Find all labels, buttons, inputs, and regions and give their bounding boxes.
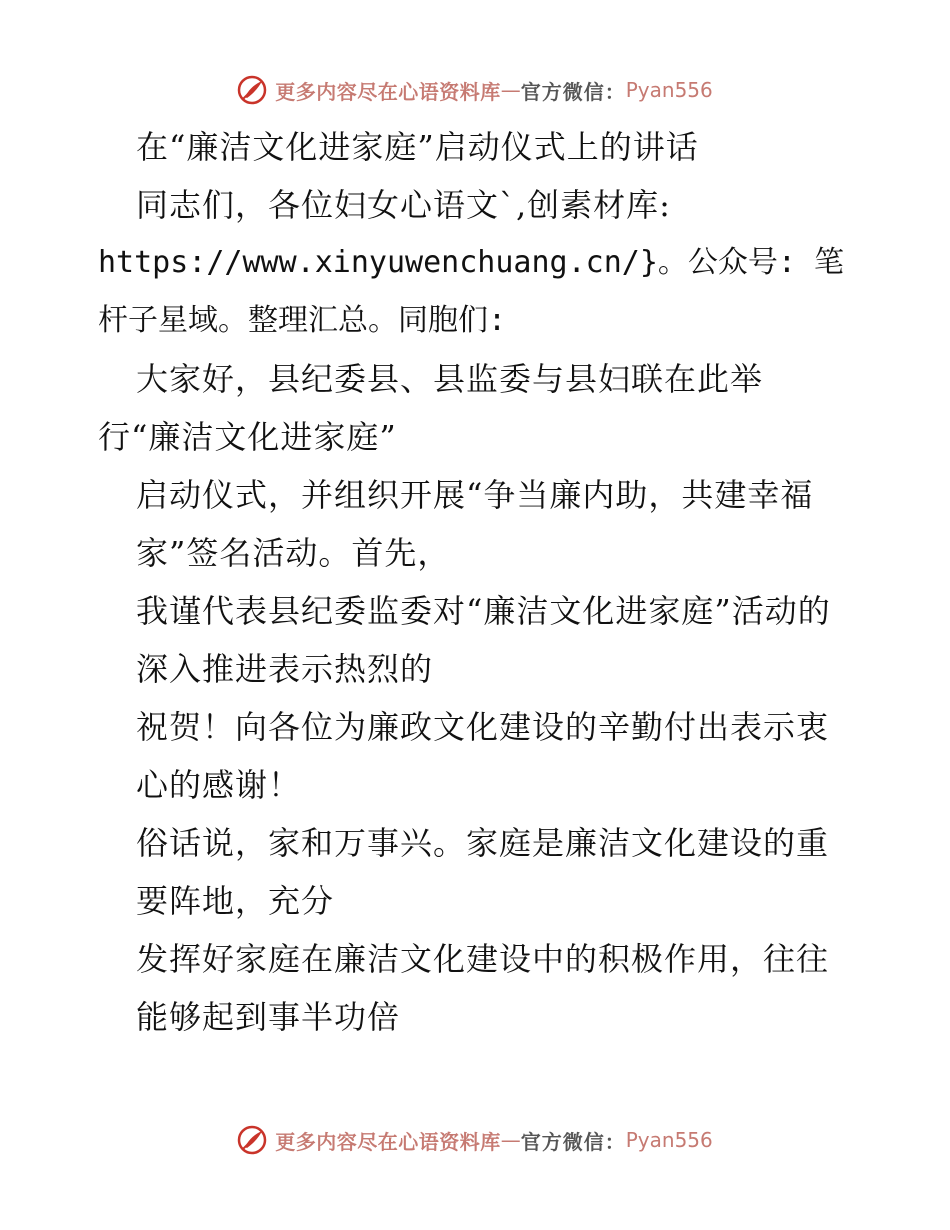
document-title: 在“廉洁文化进家庭”启动仪式上的讲话 [136,128,699,166]
paragraph-line: 我谨代表县纪委监委对“廉洁文化进家庭”活动的深入推进表示热烈的 [136,592,831,688]
document-body [98,118,858,1046]
paragraph-line: 大家好，县纪委县、县监委与县妇联在此举 [136,360,764,398]
paragraph-line: https://www.xinyuwenchuang.cn/}。公众号: 笔杆子星域。整理汇总。同胞们: [98,245,845,338]
paragraph-line: 祝贺！向各位为廉政文化建设的辛勤付出表示衷心的感谢！ [136,708,830,804]
watermark-text: 更多内容尽在心语资料库 [275,79,501,104]
watermark-text: 更多内容尽在心语资料库 [275,1129,501,1154]
watermark-dash: — [500,78,521,102]
paragraph-line: 行“廉洁文化进家庭” [98,418,397,456]
paragraph-line: 同志们，各位妇女心语文`,创素材库: [136,186,671,224]
quill-logo-icon [237,1125,267,1155]
paragraph-line: 俗话说，家和万事兴。家庭是廉洁文化建设的重要阵地，充分 [136,824,830,920]
watermark-official-label: 官方微信： [520,1129,626,1154]
watermark-wechat-id: Pyan556 [625,1128,713,1152]
paragraph-line: 启动仪式，并组织开展“争当廉内助，共建幸福家”签名活动。首先， [136,476,814,572]
header-watermark [0,72,950,108]
watermark-dash: — [500,1128,521,1152]
quill-logo-icon [237,75,267,105]
watermark-wechat-id: Pyan556 [625,78,713,102]
footer-watermark [0,1122,950,1158]
watermark-official-label: 官方微信： [520,79,626,104]
paragraph-line: 发挥好家庭在廉洁文化建设中的积极作用，往往能够起到事半功倍 [136,940,830,1036]
